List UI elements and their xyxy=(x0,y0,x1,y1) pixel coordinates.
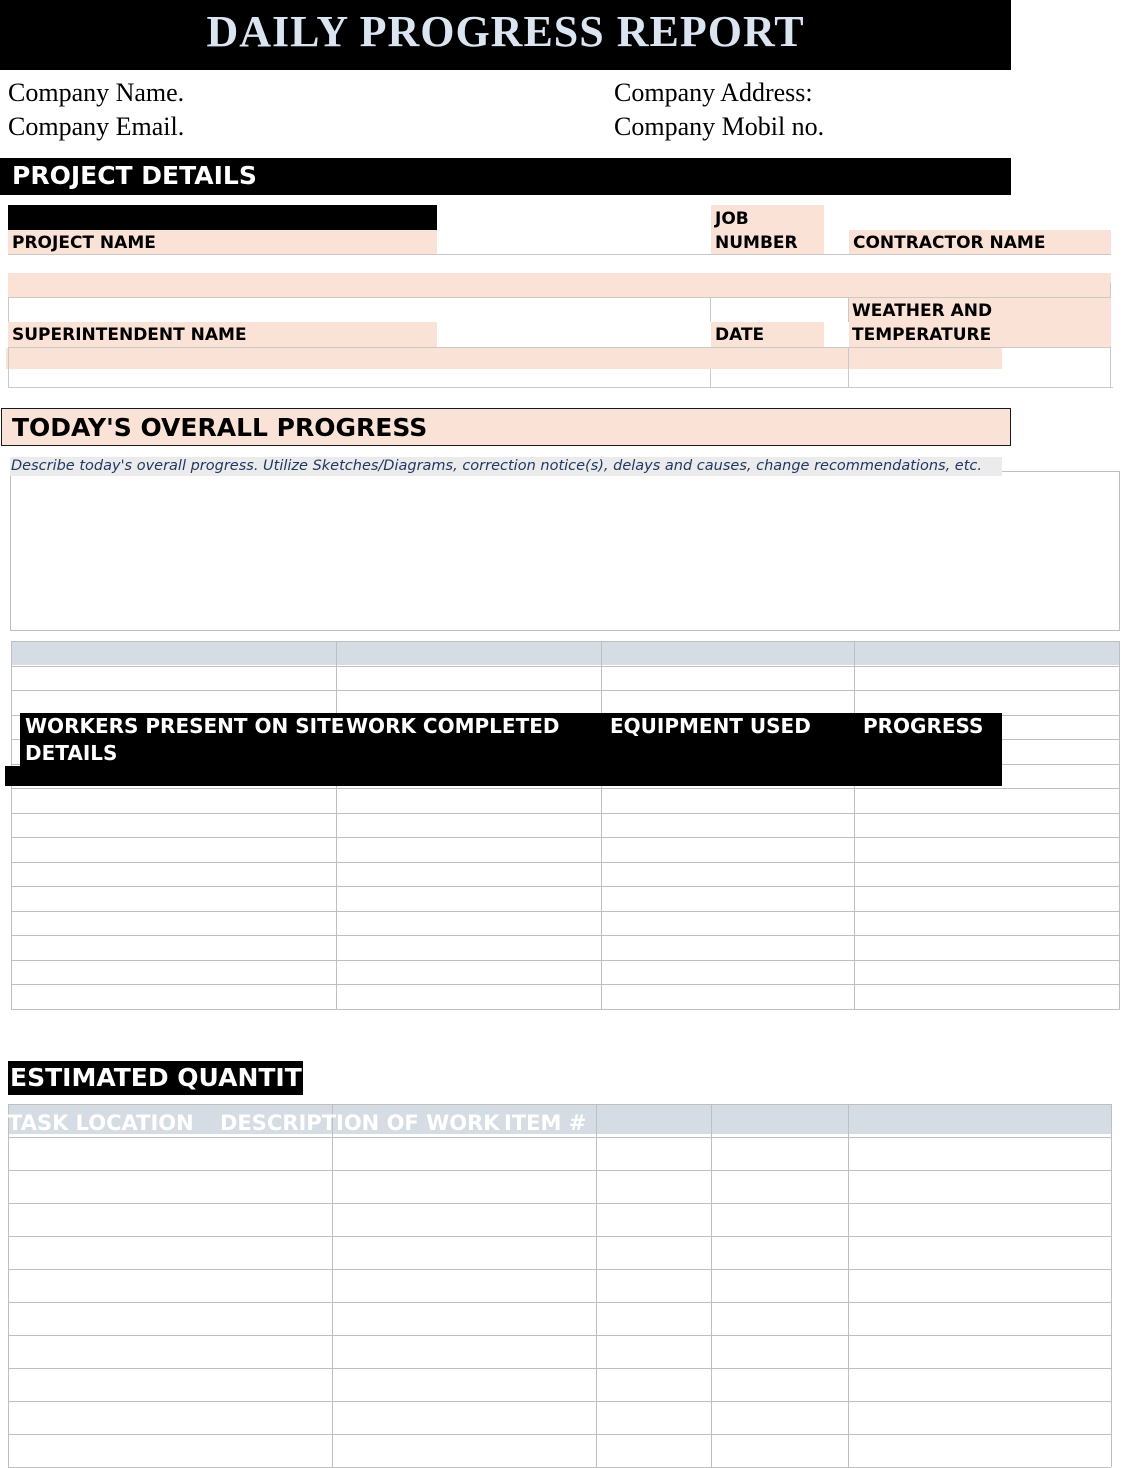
col-item-number: ITEM # xyxy=(504,1111,587,1135)
eq-table-row-line xyxy=(8,1401,1111,1402)
overall-progress-header: TODAY'S OVERALL PROGRESS xyxy=(1,408,1011,446)
eq-table-row-line xyxy=(8,1236,1111,1237)
eq-table-row-line xyxy=(8,1302,1111,1303)
eq-table-col-line xyxy=(596,1104,597,1467)
eq-table-col-line xyxy=(332,1104,333,1467)
project-name-label: PROJECT NAME xyxy=(12,233,156,253)
work-table-header-notch xyxy=(5,766,25,786)
weather-label-line1: WEATHER AND xyxy=(852,301,993,321)
eq-table-col-line xyxy=(711,1104,712,1467)
col-task-location: TASK LOCATION xyxy=(8,1111,194,1135)
work-table-row-line xyxy=(11,690,1120,691)
col-workers-present-details: DETAILS xyxy=(25,741,118,765)
weather-label-line2: TEMPERATURE xyxy=(852,325,992,345)
work-table-col-line xyxy=(336,641,337,1009)
job-number-label-line1: JOB xyxy=(715,209,749,229)
company-mobile: Company Mobil no. xyxy=(614,112,825,141)
estimated-quantities-header: ESTIMATED QUANTITIES xyxy=(8,1061,303,1095)
project-name-bar xyxy=(8,205,437,230)
work-table-row-line xyxy=(11,788,1120,789)
work-table-row-line xyxy=(11,666,1120,667)
col-description-of-work: DESCRIPTION OF WORK xyxy=(220,1111,500,1135)
company-address: Company Address: xyxy=(614,78,813,107)
eq-table-col-line xyxy=(848,1104,849,1467)
work-table-row-line xyxy=(11,984,1120,985)
work-table-header-bg xyxy=(11,641,1119,665)
contractor-name-label: CONTRACTOR NAME xyxy=(853,233,1046,253)
overall-progress-hint: Describe today's overall progress. Utilize Sketches/Diagrams, correction notice(s), delays and causes, change recommendations, etc. xyxy=(11,458,982,474)
work-table-row-line xyxy=(11,911,1120,912)
work-table-row-line xyxy=(11,862,1120,863)
eq-table-row-line xyxy=(8,1170,1111,1171)
eq-table-row-line xyxy=(8,1434,1111,1435)
work-table-row-line xyxy=(11,813,1120,814)
eq-table-row-line xyxy=(8,1203,1111,1204)
superintendent-name-label: SUPERINTENDENT NAME xyxy=(12,325,247,345)
work-table-col-line xyxy=(1119,641,1120,1009)
company-email: Company Email. xyxy=(8,112,185,141)
company-name: Company Name. xyxy=(8,78,185,107)
eq-table-row-line xyxy=(8,1335,1111,1336)
eq-table-row-line xyxy=(8,1368,1111,1369)
work-table-row-line xyxy=(11,935,1120,936)
eq-table-col-line xyxy=(8,1104,9,1467)
eq-table-row-line xyxy=(8,1269,1111,1270)
work-table-row-line xyxy=(11,837,1120,838)
superintendent-input-strip[interactable] xyxy=(6,348,1002,369)
work-table-col-line xyxy=(11,641,12,1009)
col-progress: PROGRESS xyxy=(863,714,984,738)
project-details-header: PROJECT DETAILS xyxy=(0,158,1011,195)
work-table-row-line xyxy=(11,641,1120,642)
eq-table-row-line xyxy=(8,1104,1111,1105)
job-number-label-line2: NUMBER xyxy=(715,233,798,253)
work-table-row-line xyxy=(11,1009,1120,1010)
col-equipment-used: EQUIPMENT USED xyxy=(610,714,811,738)
eq-table-col-line xyxy=(1111,1104,1112,1467)
work-table-col-line xyxy=(601,641,602,1009)
project-input-strip[interactable] xyxy=(8,273,1111,297)
overall-progress-textarea[interactable] xyxy=(10,471,1120,631)
col-workers-present: WORKERS PRESENT ON SITE xyxy=(25,714,345,738)
work-table-row-line xyxy=(11,886,1120,887)
col-work-completed: WORK COMPLETED xyxy=(346,714,560,738)
work-table-col-line xyxy=(854,641,855,1009)
page-title: DAILY PROGRESS REPORT xyxy=(206,7,805,56)
work-table-row-line xyxy=(11,960,1120,961)
date-label: DATE xyxy=(715,325,765,345)
